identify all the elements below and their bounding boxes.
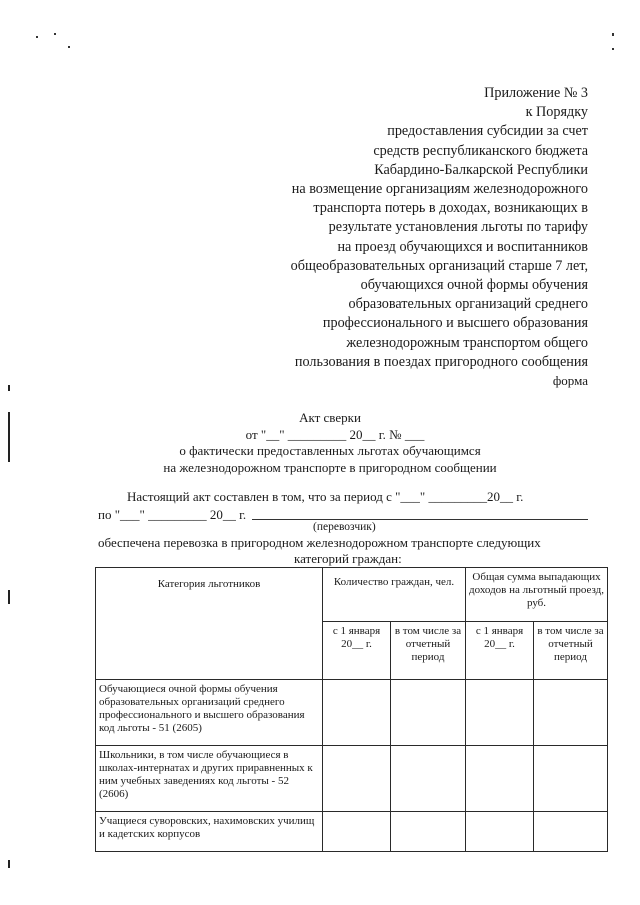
subheader-since-jan: с 1 января 20__ г. xyxy=(323,622,391,680)
subheader-period: в том числе за отчетный период xyxy=(391,622,466,680)
carrier-blank-line xyxy=(252,519,588,520)
table-cell xyxy=(323,812,391,852)
scan-speck xyxy=(612,48,614,50)
scan-speck xyxy=(54,33,56,35)
header-category xyxy=(96,568,323,680)
header-sum xyxy=(466,568,608,622)
table-row xyxy=(96,680,608,746)
appendix-line: железнодорожным транспортом общего xyxy=(346,334,588,351)
table-cell xyxy=(534,812,608,852)
scan-edge-mark xyxy=(8,590,10,604)
table-row xyxy=(96,746,608,812)
table-cell xyxy=(466,812,534,852)
appendix-line: образовательных организаций среднего xyxy=(348,296,588,313)
table-cell xyxy=(534,680,608,746)
appendix-line: обучающихся очной формы обучения xyxy=(360,277,588,294)
table-cell xyxy=(466,746,534,812)
scan-edge-mark xyxy=(8,385,10,391)
appendix-line: на возмещение организациям железнодорожного xyxy=(291,181,588,198)
appendix-line: транспорта потерь в доходах, возникающих в xyxy=(313,200,588,217)
act-date-line: от "__" _________ 20__ г. № ___ xyxy=(245,426,425,442)
appendix-line: Кабардино-Балкарской Республики xyxy=(374,161,588,178)
appendix-line: средств республиканского бюджета xyxy=(373,142,588,159)
scan-edge-mark xyxy=(8,860,10,868)
act-title: Акт сверки xyxy=(299,410,361,425)
header-category-label: Категория льготников xyxy=(157,578,261,590)
appendix-line: на проезд обучающихся и воспитанников xyxy=(337,238,588,255)
header-count-label: Количество граждан, чел. xyxy=(333,576,455,588)
statement-line: Настоящий акт составлен в том, что за период с "___" _________20__ г. xyxy=(127,489,524,504)
appendix-line: общеобразовательных организаций старше 7 лет, xyxy=(290,257,588,274)
header-count xyxy=(323,568,466,622)
row-category: Учащиеся суворовских, нахимовских училищ и кадетских корпусов xyxy=(96,812,323,852)
act-subtitle: на железнодорожном транспорте в пригородном сообщении xyxy=(163,459,497,475)
act-title-block xyxy=(0,410,640,476)
statement-line: категорий граждан: xyxy=(294,551,402,566)
table-cell xyxy=(391,746,466,812)
appendix-header xyxy=(208,84,588,372)
scan-speck xyxy=(612,33,614,36)
beneficiary-table xyxy=(95,567,608,852)
appendix-line: профессионального и высшего образования xyxy=(322,315,588,332)
appendix-line: результате установления льготы по тарифу xyxy=(328,219,588,236)
appendix-line: пользования в поездах пригородного сообщения xyxy=(294,353,588,370)
header-sum-label: Общая сумма выпадающих доходов на льготный проезд, руб. xyxy=(469,571,604,609)
appendix-line: предоставления субсидии за счет xyxy=(387,123,588,140)
scan-speck xyxy=(36,36,38,38)
statement-line: по "___" _________ 20__ г. xyxy=(98,507,247,522)
table-cell xyxy=(391,812,466,852)
subheader-period: в том числе за отчетный период xyxy=(534,622,608,680)
subheader-since-jan: с 1 января 20__ г. xyxy=(466,622,534,680)
table-cell xyxy=(534,746,608,812)
table-cell xyxy=(323,680,391,746)
statement-line: обеспечена перевозка в пригородном железнодорожном транспорте следующих xyxy=(98,535,541,550)
row-category: Школьники, в том числе обучающиеся в школах-интернатах и других приравненных к ним учебных заведениях код льготы - 52 (2606) xyxy=(96,746,323,812)
table-cell xyxy=(391,680,466,746)
act-subtitle: о фактически предоставленных льготах обучающимся xyxy=(179,443,481,458)
table-cell xyxy=(323,746,391,812)
appendix-line: Приложение № 3 xyxy=(484,85,588,101)
form-label: форма xyxy=(552,373,588,388)
table-cell xyxy=(466,680,534,746)
appendix-line: к Порядку xyxy=(525,104,588,121)
carrier-caption: (перевозчик) xyxy=(313,521,376,533)
row-category: Обучающиеся очной формы обучения образовательных организаций среднего профессионального и высшего образования код льготы - 51 (2605) xyxy=(96,680,323,746)
table-row xyxy=(96,812,608,852)
scan-speck xyxy=(68,46,70,48)
